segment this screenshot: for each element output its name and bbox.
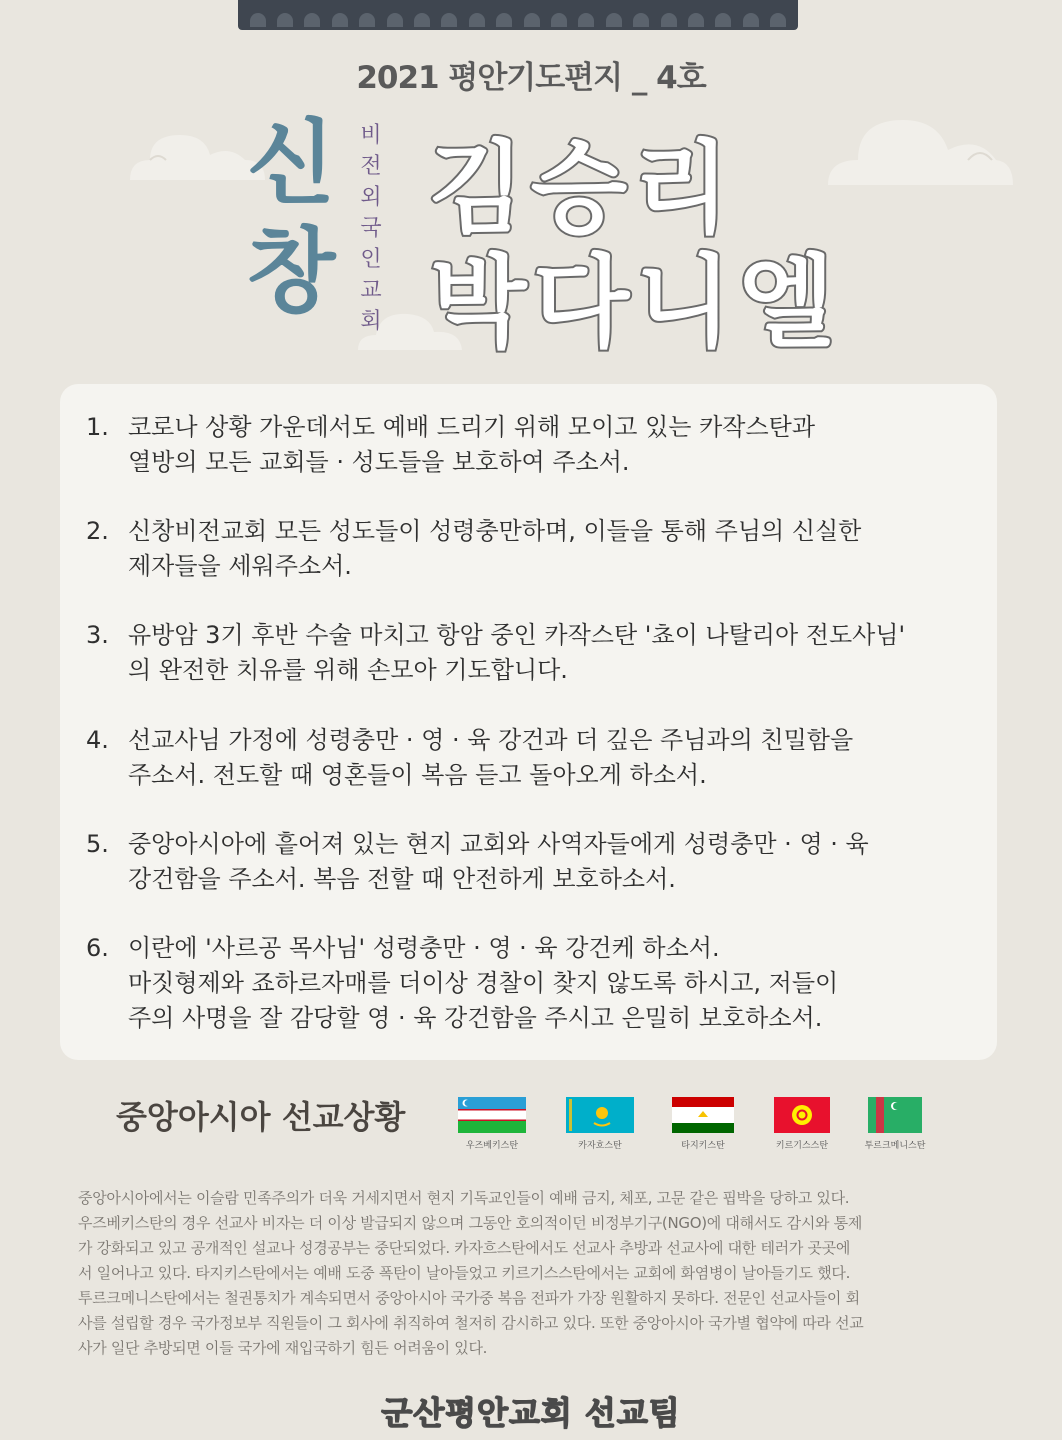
description-line: 서 일어나고 있다. 타지키스탄에서는 예배 도중 폭탄이 날아들었고 키르기스스탄에서는 교회에 화염병이 날아들기도 했다. <box>78 1264 851 1282</box>
prayer-number: 3. <box>86 621 109 649</box>
description-line: 사를 설립할 경우 국가정보부 직원들이 그 회사에 취직하여 철저히 감시하고 있다. 또한 중앙아시아 국가별 협약에 따라 선교 <box>78 1314 864 1332</box>
kyrgyzstan-flag-icon <box>774 1097 830 1133</box>
prayer-line: 마짓형제와 죠하르자매를 더이상 경찰이 찾지 않도록 하시고, 저들이 <box>128 969 839 997</box>
issue-title: 2021 평안기도편지 _ 4호 <box>356 60 706 96</box>
description-line: 중앙아시아에서는 이슬람 민족주의가 더욱 거세지면서 현지 기독교인들이 예배 금지, 체포, 고문 같은 핍박을 당하고 있다. <box>78 1189 850 1207</box>
prayer-number: 6. <box>86 934 109 962</box>
flag-label: 투르크메니스탄 <box>864 1141 926 1151</box>
prayer-number: 5. <box>86 830 109 858</box>
roof-decoration <box>238 0 798 30</box>
tajikistan-flag-icon <box>672 1097 734 1133</box>
description-line: 투르크메니스탄에서는 철권통치가 계속되면서 중앙아시아 국가중 복음 전파가 가장 원활하지 못하다. 전문인 선교사들이 회 <box>78 1289 860 1307</box>
prayer-line: 유방암 3기 후반 수술 마치고 항암 중인 카작스탄 '쵸이 나탈리아 전도사님' <box>128 621 906 649</box>
prayer-line: 의 완전한 치유를 위해 손모아 기도합니다. <box>128 656 568 684</box>
status-description <box>78 1186 988 1361</box>
prayer-line: 선교사님 가정에 성령충만 · 영 · 육 강건과 더 깊은 주님과의 친밀함을 <box>128 726 854 754</box>
kazakhstan-flag-icon <box>566 1097 634 1133</box>
description-line: 우즈베키스탄의 경우 선교사 비자는 더 이상 발급되지 않으며 그동안 호의적이던 비정부기구(NGO)에 대해서도 감시와 통제 <box>78 1214 863 1232</box>
missionary-name-2: 박다니엘 <box>430 244 841 361</box>
flag-label: 키르기스스탄 <box>775 1141 829 1151</box>
church-subtitle: 비전외국인교회 <box>360 123 382 334</box>
turkmenistan-flag-icon <box>868 1097 922 1133</box>
description-line: 사가 일단 추방되면 이들 국가에 재입국하기 힘든 어려움이 있다. <box>78 1339 488 1357</box>
prayer-line: 주의 사명을 잘 감당할 영 · 육 강건함을 주시고 은밀히 보호하소서. <box>128 1004 823 1032</box>
uzbekistan-flag-icon <box>458 1097 526 1133</box>
prayer-line: 열방의 모든 교회들 · 성도들을 보호하여 주소서. <box>128 448 630 476</box>
description-line: 가 강화되고 있고 공개적인 설교나 성경공부는 중단되었다. 카자흐스탄에서도 선교사 추방과 선교사에 대한 테러가 곳곳에 <box>78 1239 851 1257</box>
prayer-line: 이란에 '사르공 목사님' 성령충만 · 영 · 육 강건케 하소서. <box>128 934 720 962</box>
missionary-name-1: 김승리 <box>428 130 736 247</box>
status-title: 중앙아시아 선교상황 <box>116 1098 406 1136</box>
prayer-line: 중앙아시아에 흩어져 있는 현지 교회와 사역자들에게 성령충만 · 영 · 육 <box>128 830 869 858</box>
flag-label: 타지키스탄 <box>681 1141 725 1151</box>
prayer-number: 1. <box>86 413 109 441</box>
prayer-number: 2. <box>86 517 109 545</box>
prayer-line: 주소서. 전도할 때 영혼들이 복음 듣고 돌아오게 하소서. <box>128 761 707 789</box>
prayer-line: 코로나 상황 가운데서도 예배 드리기 위해 모이고 있는 카작스탄과 <box>128 413 815 441</box>
church-short-name: 신창 <box>246 110 336 325</box>
prayer-line: 제자들을 세워주소서. <box>128 552 352 580</box>
flag-label: 우즈베키스탄 <box>465 1141 519 1151</box>
footer-team: 군산평안교회 선교팀 <box>381 1394 681 1432</box>
prayer-line: 신창비전교회 모든 성도들이 성령충만하며, 이들을 통해 주님의 신실한 <box>128 517 862 545</box>
cloud-right-icon <box>818 90 1018 210</box>
prayer-number: 4. <box>86 726 109 754</box>
flag-label: 카자흐스탄 <box>578 1141 622 1151</box>
prayer-line: 강건함을 주소서. 복음 전할 때 안전하게 보호하소서. <box>128 865 676 893</box>
